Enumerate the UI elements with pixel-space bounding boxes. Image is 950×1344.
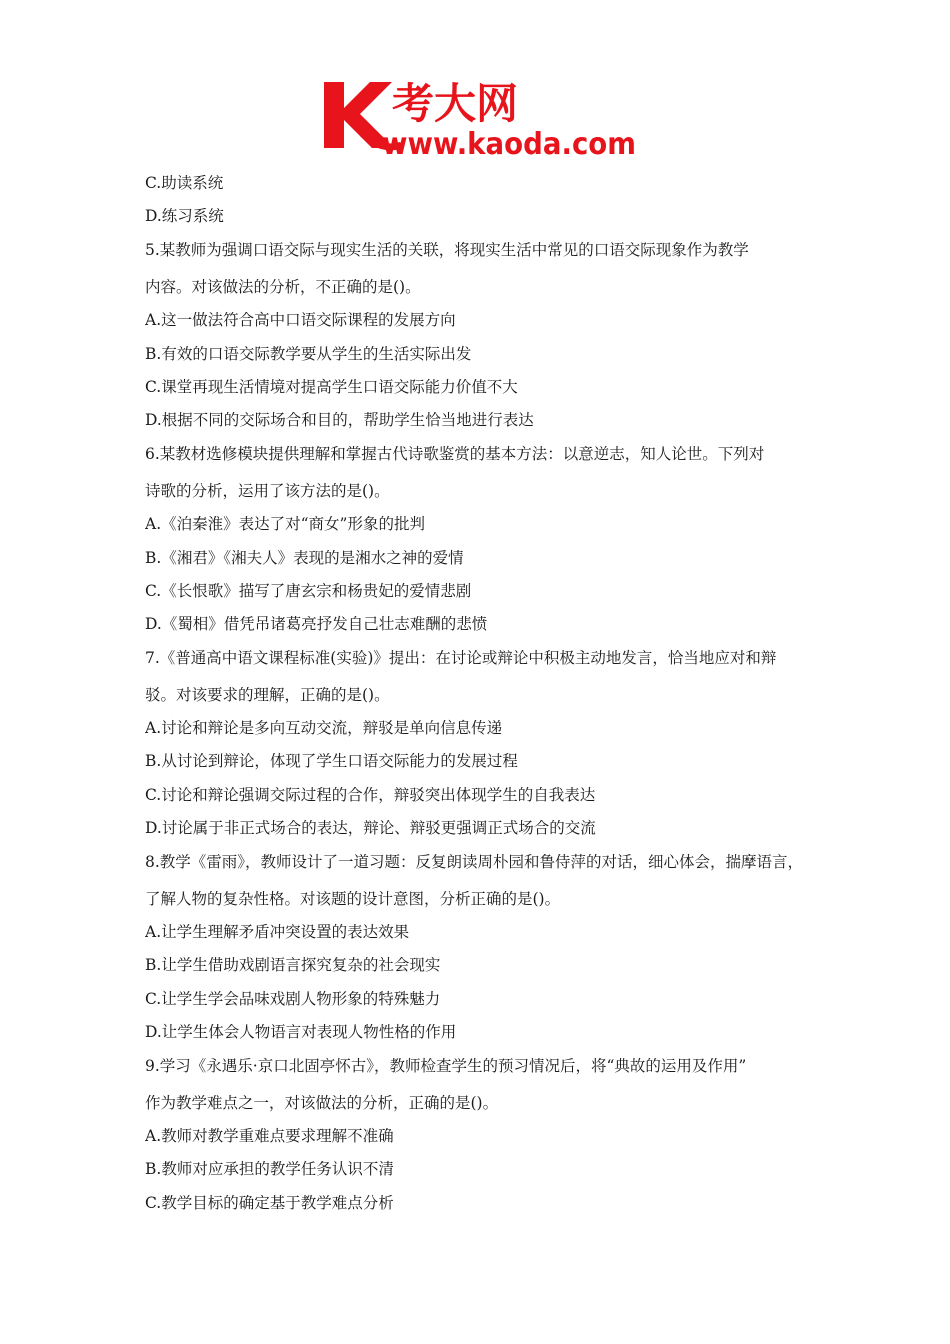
option-c-line: C.助读系统 (145, 174, 224, 192)
question-7-option-c: C.讨论和辩论强调交际过程的合作，辩驳突出体现学生的自我表达 (145, 785, 596, 804)
question-8-stem-cont: 了解人物的复杂性格。对该题的设计意图，分析正确的是()。 (145, 889, 561, 908)
question-6-option-d: D.《蜀相》借凭吊诸葛亮抒发自己壮志难酬的悲愤 (145, 615, 488, 634)
question-6-stem: 6.某教材选修模块提供理解和掌握古代诗歌鉴赏的基本方法：以意逆志，知人论世。下列对 (145, 444, 765, 463)
question-7-stem: 7.《普通高中语文课程标准(实验)》提出：在讨论或辩论中积极主动地发言，恰当地应对和辩 (145, 648, 777, 667)
question-9-stem-cont: 作为教学难点之一，对该做法的分析，正确的是()。 (145, 1093, 499, 1112)
question-6-stem-cont: 诗歌的分析，运用了该方法的是()。 (145, 481, 390, 500)
question-9-option-a: A.教师对教学重难点要求理解不准确 (145, 1126, 394, 1145)
logo-url: www.kaoda.com (382, 127, 636, 160)
question-7-stem-cont: 驳。对该要求的理解，正确的是()。 (145, 685, 390, 704)
kaoda-logo-graphic (320, 78, 650, 160)
question-5-option-a: A.这一做法符合高中口语交际课程的发展方向 (145, 311, 456, 330)
kaoda-logo (320, 78, 650, 160)
question-7-option-b: B.从讨论到辩论，体现了学生口语交际能力的发展过程 (145, 752, 518, 771)
document-body (145, 172, 835, 1214)
logo-name: 考大网 (392, 79, 519, 128)
question-8-option-c: C.让学生学会品味戏剧人物形象的特殊魅力 (145, 989, 441, 1008)
question-5-stem: 5.某教师为强调口语交际与现实生活的关联，将现实生活中常见的口语交际现象作为教学 (145, 240, 749, 259)
question-7-option-a: A.讨论和辩论是多向互动交流，辩驳是单向信息传递 (145, 719, 503, 738)
question-8-option-b: B.让学生借助戏剧语言探究复杂的社会现实 (145, 956, 441, 975)
question-6-option-a: A.《泊秦淮》表达了对“商女”形象的批判 (145, 515, 425, 534)
question-5-option-d: D.根据不同的交际场合和目的，帮助学生恰当地进行表达 (145, 411, 534, 430)
question-9-stem: 9.学习《永遇乐·京口北固亭怀古》，教师检查学生的预习情况后，将“典故的运用及作用” (145, 1056, 747, 1075)
question-8-option-a: A.让学生理解矛盾冲突设置的表达效果 (145, 923, 410, 942)
question-5-option-b: B.有效的口语交际教学要从学生的生活实际出发 (145, 344, 472, 363)
question-7-option-d: D.讨论属于非正式场合的表达，辩论、辩驳更强调正式场合的交流 (145, 819, 596, 838)
question-8-stem: 8.教学《雷雨》，教师设计了一道习题：反复朗读周朴园和鲁侍萍的对话，细心体会，揣摩语言， (145, 852, 804, 871)
question-5-stem-cont: 内容。对该做法的分析，不正确的是()。 (145, 277, 421, 296)
question-8-option-d: D.让学生体会人物语言对表现人物性格的作用 (145, 1023, 457, 1042)
question-9-option-c: C.教学目标的确定基于教学难点分析 (145, 1193, 394, 1212)
question-6-option-b: B.《湘君》《湘夫人》表现的是湘水之神的爱情 (145, 548, 464, 567)
option-d-line: D.练习系统 (145, 207, 224, 226)
question-9-option-b: B.教师对应承担的教学任务认识不清 (145, 1160, 394, 1179)
question-6-option-c: C.《长恨歌》描写了唐玄宗和杨贵妃的爱情悲剧 (145, 581, 472, 600)
question-5-option-c: C.课堂再现生活情境对提高学生口语交际能力价值不大 (145, 377, 518, 396)
